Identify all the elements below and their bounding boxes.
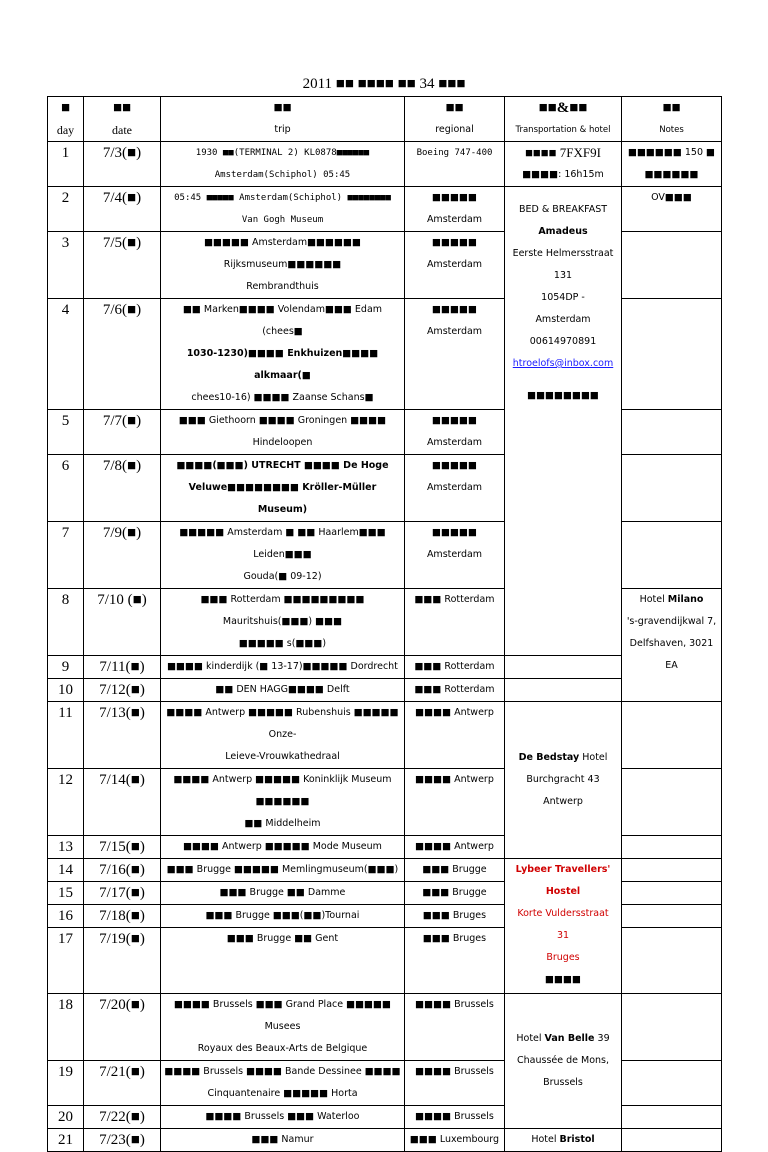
regional-cell: ■■■■ Brussels xyxy=(405,1061,505,1106)
date-cell: 7/14(■) xyxy=(84,769,161,836)
date-cell: 7/6(■) xyxy=(84,299,161,410)
notes-cell xyxy=(622,455,722,522)
trip-cell: ■■■■ Brussels ■■■■ Bande Dessinee ■■■■ Cinquantenaire ■■■■■ Horta xyxy=(161,1061,405,1106)
header-row xyxy=(48,97,722,142)
date-cell: 7/16(■) xyxy=(84,859,161,882)
table-row xyxy=(48,702,722,769)
header-day: ■ day xyxy=(48,97,84,142)
regional-cell: ■■■■■ Amsterdam xyxy=(405,455,505,522)
date-cell: 7/8(■) xyxy=(84,455,161,522)
hotel-email-link[interactable]: htroelofs@inbox.com xyxy=(512,358,614,369)
transport-hotel-bristol: Hotel Bristol xyxy=(505,1129,622,1152)
table-row xyxy=(48,994,722,1061)
table-row xyxy=(48,1129,722,1152)
regional-cell: ■■■■■ Amsterdam xyxy=(405,522,505,589)
regional-cell: ■■■ Rotterdam xyxy=(405,656,505,679)
transport-flight-cell: ■■■■ 7FXF9I ■■■■: 16h15m xyxy=(505,142,622,187)
regional-cell: ■■■ Brugge xyxy=(405,882,505,905)
notes-cell xyxy=(505,656,622,679)
header-regional: ■■ regional xyxy=(405,97,505,142)
date-cell: 7/22(■) xyxy=(84,1106,161,1129)
notes-cell xyxy=(622,232,722,299)
notes-cell xyxy=(622,1061,722,1106)
table-row xyxy=(48,859,722,882)
notes-cell xyxy=(622,859,722,882)
page-title: 2011 ■■ ■■■■ ■■ 34 ■■■ xyxy=(302,76,466,92)
header-trip: ■■ trip xyxy=(161,97,405,142)
trip-cell: 1930 ■■(TERMINAL 2) KL0878■■■■■■ Amsterdam(Schiphol) 05:45 xyxy=(161,142,405,187)
trip-cell: ■■■ Brugge ■■■■■ Memlingmuseum(■■■) xyxy=(161,859,405,882)
notes-cell xyxy=(622,928,722,994)
date-cell: 7/5(■) xyxy=(84,232,161,299)
trip-cell: ■■■■ Brussels ■■■ Grand Place ■■■■■ Musees Royaux des Beaux-Arts de Belgique xyxy=(161,994,405,1061)
trip-cell: ■■■ Brugge ■■ Damme xyxy=(161,882,405,905)
header-notes: ■■ Notes xyxy=(622,97,722,142)
day-cell: 1 xyxy=(48,142,84,187)
day-cell: 21 xyxy=(48,1129,84,1152)
day-cell: 5 xyxy=(48,410,84,455)
trip-cell: ■■■■ Antwerp ■■■■■ Koninklijk Museum ■■■■■■ ■■ Middelheim xyxy=(161,769,405,836)
date-cell: 7/21(■) xyxy=(84,1061,161,1106)
regional-cell: ■■■ Luxembourg xyxy=(405,1129,505,1152)
notes-cell xyxy=(622,522,722,589)
notes-cell xyxy=(505,679,622,702)
date-cell: 7/19(■) xyxy=(84,928,161,994)
notes-cell xyxy=(622,299,722,410)
notes-cell xyxy=(622,702,722,769)
trip-cell: ■■■■ kinderdijk (■ 13-17)■■■■■ Dordrecht xyxy=(161,656,405,679)
trip-cell: ■■■ Brugge ■■ Gent xyxy=(161,928,405,994)
day-cell: 6 xyxy=(48,455,84,522)
day-cell: 18 xyxy=(48,994,84,1061)
regional-cell: ■■■■ Brussels xyxy=(405,1106,505,1129)
date-cell: 7/20(■) xyxy=(84,994,161,1061)
date-cell: 7/17(■) xyxy=(84,882,161,905)
regional-cell: ■■■ Rotterdam xyxy=(405,589,505,656)
date-cell: 7/23(■) xyxy=(84,1129,161,1152)
regional-cell: Boeing 747-400 xyxy=(405,142,505,187)
table-row xyxy=(48,679,722,702)
header-transport: ■■&■■ Transportation & hotel xyxy=(505,97,622,142)
day-cell: 10 xyxy=(48,679,84,702)
trip-cell: ■■■■ Brussels ■■■ Waterloo xyxy=(161,1106,405,1129)
trip-cell: ■■■ Brugge ■■■(■■)Tournai xyxy=(161,905,405,928)
day-cell: 2 xyxy=(48,187,84,232)
regional-cell: ■■■■ Antwerp xyxy=(405,702,505,769)
date-cell: 7/11(■) xyxy=(84,656,161,679)
transport-hotel-vanbelle: Hotel Van Belle 39 Chaussée de Mons, Brussels xyxy=(505,994,622,1129)
date-cell: 7/10 (■) xyxy=(84,589,161,656)
day-cell: 19 xyxy=(48,1061,84,1106)
day-cell: 13 xyxy=(48,836,84,859)
day-cell: 15 xyxy=(48,882,84,905)
date-cell: 7/12(■) xyxy=(84,679,161,702)
day-cell: 7 xyxy=(48,522,84,589)
transport-hotel-amadeus: BED & BREAKFAST Amadeus Eerste Helmersstraat 131 1054DP - Amsterdam 00614970891 htroelofs@inbox.com ■■■■■■■■ xyxy=(505,187,622,656)
date-cell: 7/7(■) xyxy=(84,410,161,455)
day-cell: 16 xyxy=(48,905,84,928)
transport-hotel-lybeer: Lybeer Travellers' Hostel Korte Vuldersstraat 31 Bruges ■■■■ xyxy=(505,859,622,994)
trip-cell: 05:45 ■■■■■ Amsterdam(Schiphol) ■■■■■■■■ Van Gogh Museum xyxy=(161,187,405,232)
notes-cell xyxy=(622,882,722,905)
trip-cell: ■■■■ Antwerp ■■■■■ Mode Museum xyxy=(161,836,405,859)
date-cell: 7/9(■) xyxy=(84,522,161,589)
trip-cell: ■■■■(■■■) UTRECHT ■■■■ De Hoge Veluwe■■■■■■■■ Kröller-Müller Museum) xyxy=(161,455,405,522)
notes-cell xyxy=(622,769,722,836)
notes-cell: OV■■■ xyxy=(622,187,722,232)
trip-cell: ■■■ Giethoorn ■■■■ Groningen ■■■■ Hindeloopen xyxy=(161,410,405,455)
table-row xyxy=(48,142,722,187)
trip-cell: ■■■■■ Amsterdam■■■■■■ Rijksmuseum■■■■■■ Rembrandthuis xyxy=(161,232,405,299)
trip-cell: ■■■■ Antwerp ■■■■■ Rubenshuis ■■■■■ Onze- Leieve-Vrouwkathedraal xyxy=(161,702,405,769)
trip-cell: ■■ DEN HAGG■■■■ Delft xyxy=(161,679,405,702)
trip-cell: ■■■ Namur xyxy=(161,1129,405,1152)
table-row xyxy=(48,656,722,679)
date-cell: 7/18(■) xyxy=(84,905,161,928)
day-cell: 17 xyxy=(48,928,84,994)
regional-cell: ■■■■ Antwerp xyxy=(405,769,505,836)
date-cell: 7/3(■) xyxy=(84,142,161,187)
day-cell: 12 xyxy=(48,769,84,836)
day-cell: 4 xyxy=(48,299,84,410)
transport-hotel-milano: Hotel Milano 's-gravendijkwal 7, Delfshaven, 3021 EA xyxy=(622,589,722,702)
day-cell: 11 xyxy=(48,702,84,769)
regional-cell: ■■■ Bruges xyxy=(405,905,505,928)
regional-cell: ■■■ Bruges xyxy=(405,928,505,994)
date-cell: 7/4(■) xyxy=(84,187,161,232)
notes-cell xyxy=(622,1106,722,1129)
notes-cell xyxy=(622,836,722,859)
regional-cell: ■■■■ Antwerp xyxy=(405,836,505,859)
itinerary-table xyxy=(47,96,722,1152)
regional-cell: ■■■■ Brussels xyxy=(405,994,505,1061)
regional-cell: ■■■ Rotterdam xyxy=(405,679,505,702)
day-cell: 20 xyxy=(48,1106,84,1129)
day-cell: 14 xyxy=(48,859,84,882)
trip-cell: ■■ Marken■■■■ Volendam■■■ Edam (chees■ 1030-1230)■■■■ Enkhuizen■■■■ alkmaar(■ chees10-16) ■■■■ Zaanse Schans■ xyxy=(161,299,405,410)
regional-cell: ■■■ Brugge xyxy=(405,859,505,882)
date-cell: 7/15(■) xyxy=(84,836,161,859)
notes-cell xyxy=(622,1129,722,1152)
transport-hotel-bedstay: De Bedstay Hotel Burchgracht 43 Antwerp xyxy=(505,702,622,859)
table-row xyxy=(48,187,722,232)
notes-cell xyxy=(622,905,722,928)
regional-cell: ■■■■■ Amsterdam xyxy=(405,299,505,410)
day-cell: 3 xyxy=(48,232,84,299)
notes-cell xyxy=(622,994,722,1061)
regional-cell: ■■■■■ Amsterdam xyxy=(405,187,505,232)
notes-cell: ■■■■■■ 150 ■ ■■■■■■ xyxy=(622,142,722,187)
trip-cell: ■■■ Rotterdam ■■■■■■■■■ Mauritshuis(■■■) ■■■ ■■■■■ s(■■■) xyxy=(161,589,405,656)
date-cell: 7/13(■) xyxy=(84,702,161,769)
regional-cell: ■■■■■ Amsterdam xyxy=(405,410,505,455)
day-cell: 9 xyxy=(48,656,84,679)
regional-cell: ■■■■■ Amsterdam xyxy=(405,232,505,299)
day-cell: 8 xyxy=(48,589,84,656)
trip-cell: ■■■■■ Amsterdam ■ ■■ Haarlem■■■ Leiden■■■ Gouda(■ 09-12) xyxy=(161,522,405,589)
notes-cell xyxy=(622,410,722,455)
header-date: ■■ date xyxy=(84,97,161,142)
